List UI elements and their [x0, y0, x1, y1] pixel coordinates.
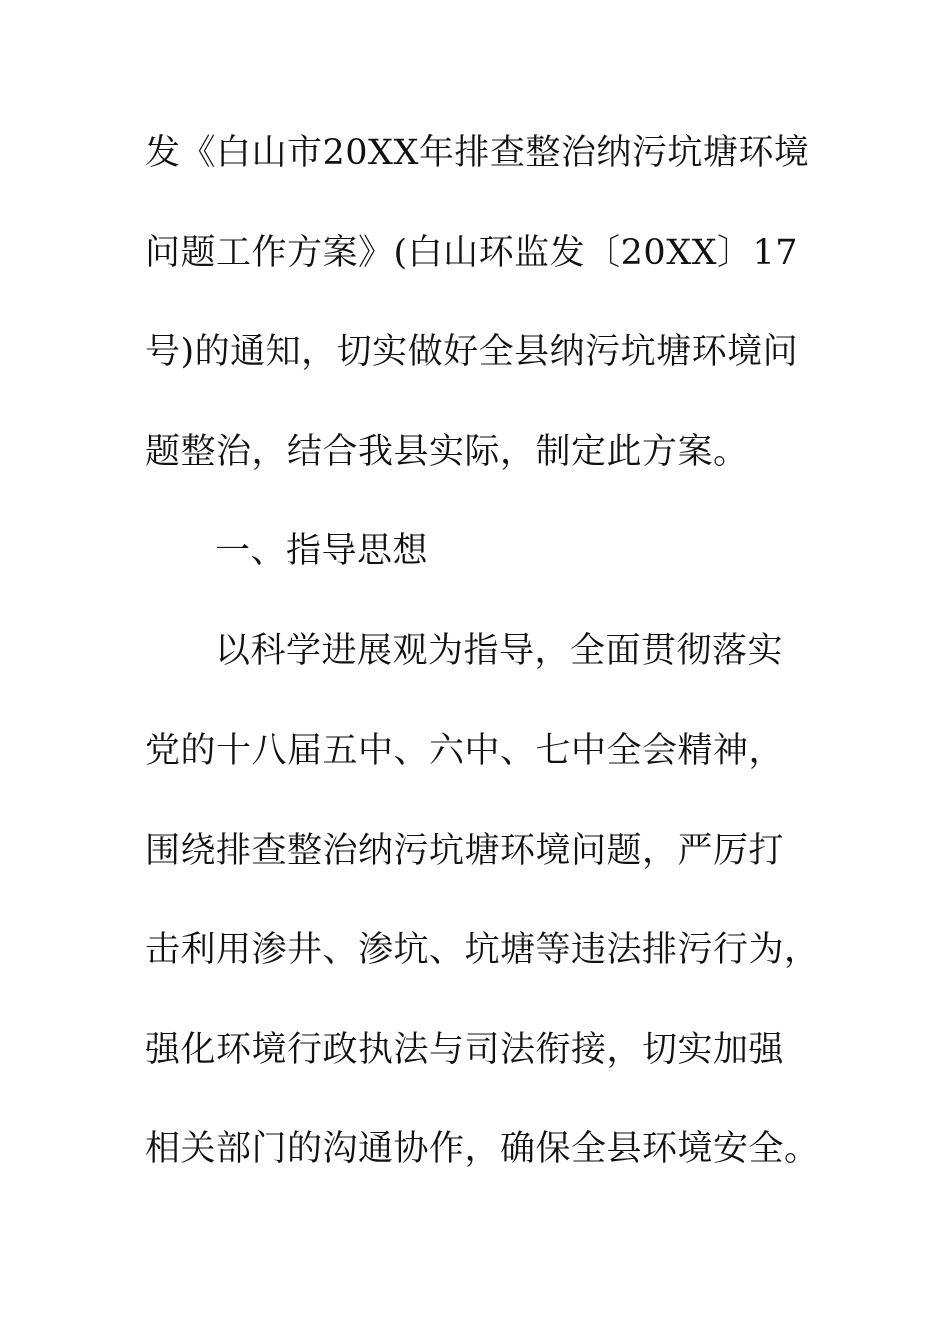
- paragraph-line: 党的十八届五中、六中、七中全会精神，: [145, 731, 785, 771]
- paragraph-line: 发《白山市20XX年排查整治纳污坑塘环境: [145, 133, 810, 173]
- paragraph-line: 问题工作方案》(白山环监发〔20XX〕17: [145, 233, 799, 273]
- paragraph-line: 题整治，结合我县实际，制定此方案。: [145, 432, 749, 472]
- paragraph-line: 以科学进展观为指导，全面贯彻落实: [215, 631, 784, 671]
- section-heading: 一、指导思想: [215, 531, 429, 571]
- paragraph-line: 相关部门的沟通协作，确保全县环境安全。: [145, 1129, 820, 1169]
- paragraph-line: 围绕排查整治纳污坑塘环境问题，严厉打: [145, 831, 785, 871]
- paragraph-line: 号)的通知，切实做好全县纳污坑塘环境问: [145, 332, 799, 372]
- paragraph-line: 强化环境行政执法与司法衔接，切实加强: [145, 1030, 785, 1070]
- paragraph-line: 击利用渗井、渗坑、坑塘等违法排污行为，: [145, 930, 820, 970]
